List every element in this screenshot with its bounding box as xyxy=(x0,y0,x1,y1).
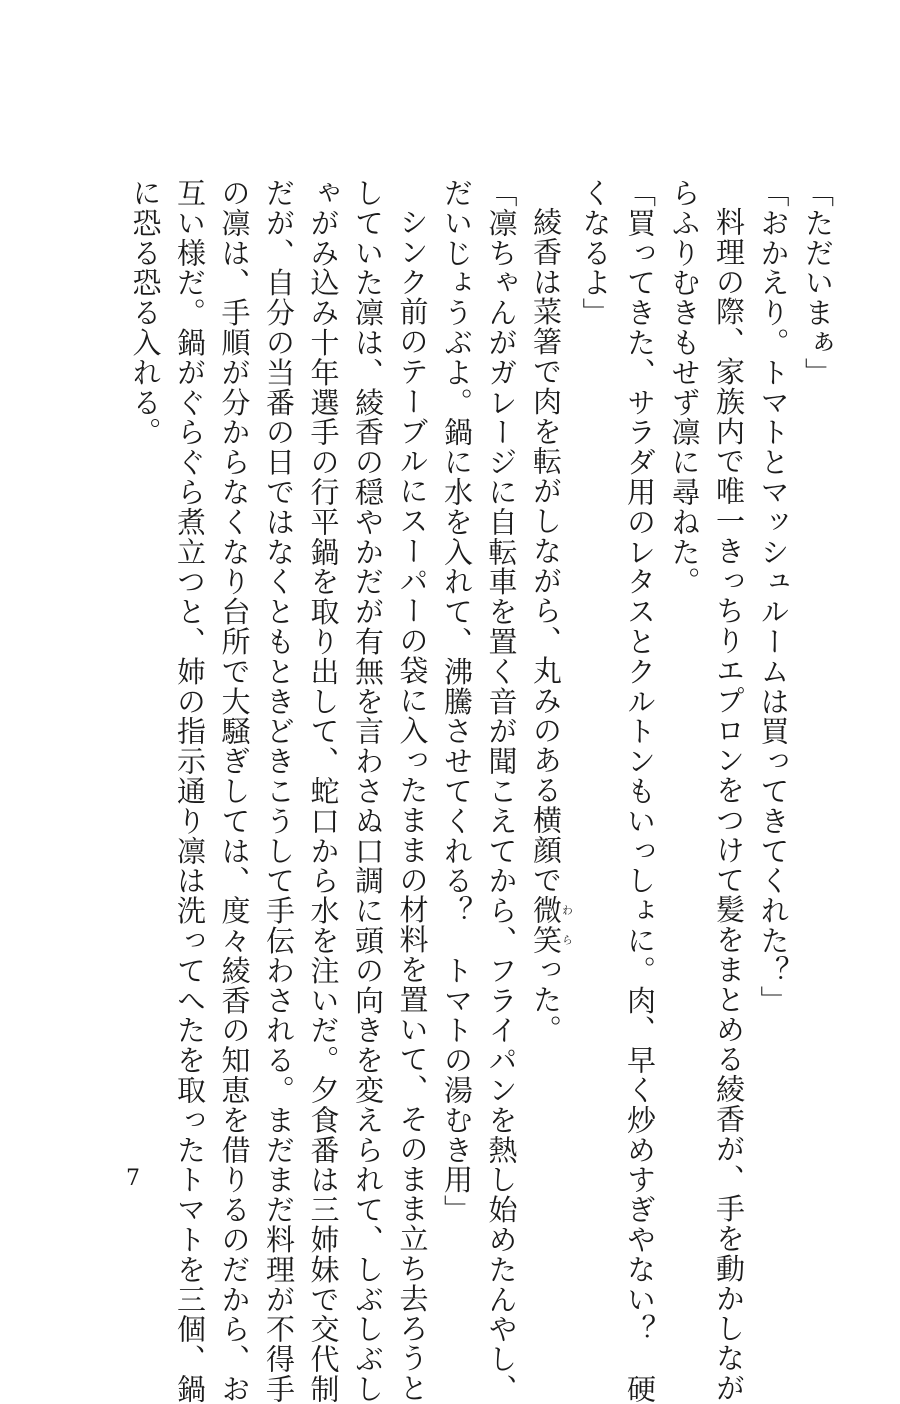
text-line-7 xyxy=(524,178,574,1078)
text-line-1: 「ただいまぁ」 xyxy=(801,178,835,388)
text-line-7-tail: った。 xyxy=(529,954,563,1045)
text-line-12: ゃがみ込み十年選手の行平鍋を取り出して、蛇口から水を注いだ。夕食番は三姉妹で交代制 xyxy=(306,178,341,1404)
vertical-text-block xyxy=(123,178,840,1404)
text-line-5: 「買ってきた、サラダ用のレタスとクルトンもいっしょに。肉、早く炒めすぎやない？ 硬 xyxy=(623,178,657,1404)
text-line-4: らふりむきもせず凛に尋ねた。 xyxy=(667,178,702,597)
text-line-3: 料理の際、家族内で唯一きっちりエプロンをつけて髪をまとめる綾香が、手を動かしなが xyxy=(712,207,746,1403)
text-line-8: 「凛ちゃんがガレージに自転車を置く音が聞こえてから、フライパンを熱し始めたんやし、 xyxy=(484,178,519,1404)
text-line-2: 「おかえり。トマトとマッシュルームは買ってきてくれた？」 xyxy=(756,178,791,1016)
text-line-7-body: 綾香は菜箸で肉を転がしながら、丸みのある横顔で xyxy=(529,207,563,895)
page-number: 7 xyxy=(126,1166,140,1191)
text-line-16: に恐る恐る入れる。 xyxy=(128,178,163,448)
ruby-warau xyxy=(529,894,574,955)
text-line-15: 互い様だ。鍋がぐらぐら煮立つと、姉の指示通り凛は洗ってへたを取ったトマトを三個、鍋 xyxy=(173,178,207,1404)
text-line-14: の凛は、手順が分からなくなり台所で大騒ぎしては、度々綾香の知恵を借りるのだから、お xyxy=(217,178,252,1404)
text-line-6: くなるよ」 xyxy=(578,178,613,328)
text-line-13: だが、自分の当番の日ではなくともときどきこうして手伝わされる。まだまだ料理が不得手 xyxy=(262,178,296,1404)
text-line-10: シンク前のテーブルにスーパーの袋に入ったままの材料を置いて、そのまま立ち去ろうと xyxy=(395,207,430,1403)
ruby-base: 微笑 xyxy=(529,894,563,955)
text-line-11: していた凛は、綾香の穏やかだが有無を言わさぬ口調に頭の向きを変えられて、しぶしぶし xyxy=(351,178,385,1404)
ruby-reading: わら xyxy=(560,894,574,955)
text-line-9: だいじょうぶよ。鍋に水を入れて、沸騰させてくれる？ トマトの湯むき用」 xyxy=(440,178,474,1225)
